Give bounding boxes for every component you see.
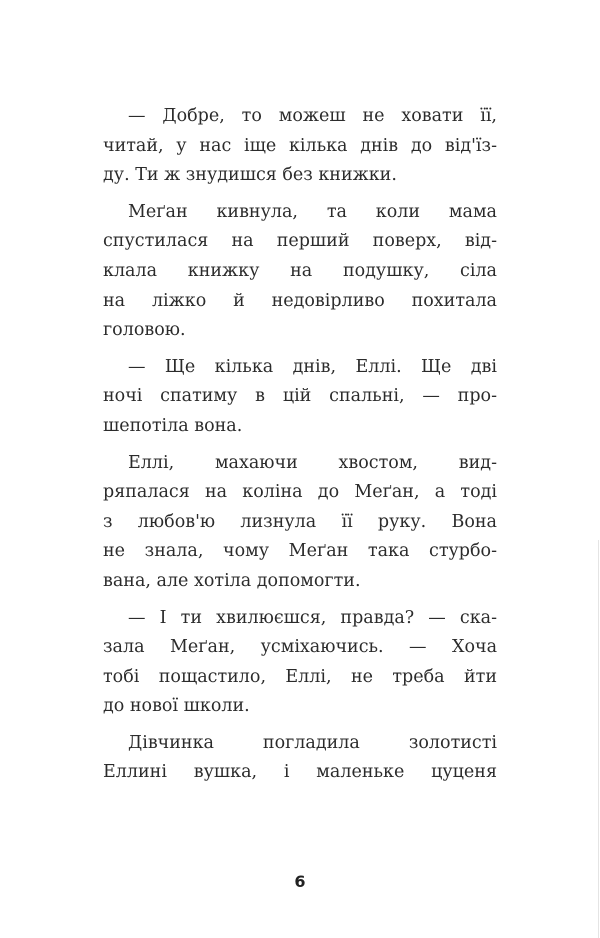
paragraph <box>103 604 497 722</box>
text-line: — Добре, то можеш не ховати її, <box>128 106 497 126</box>
text-line: до нової школи. <box>103 696 250 717</box>
text-line: шепотіла вона. <box>103 415 243 436</box>
text-line: вана, але хотіла допомогти. <box>103 570 361 591</box>
paragraph <box>103 353 497 442</box>
text-line: головою. <box>103 320 186 341</box>
text-line: клала книжку на подушку, сіла <box>103 260 497 281</box>
paragraph <box>103 102 497 191</box>
text-line: тобі пощастило, Еллі, не треба йти <box>103 666 497 687</box>
text-line: Меґан кивнула, та коли мама <box>128 201 497 222</box>
paragraph <box>103 729 497 788</box>
text-line: спустилася на перший поверх, від- <box>103 231 497 252</box>
text-line: ночі спатиму в цій спальні, — про- <box>103 386 497 407</box>
page-edge <box>598 540 599 938</box>
page-number: 6 <box>294 872 306 891</box>
text-line: на ліжко й недовірливо похитала <box>103 290 497 311</box>
text-line: з любов'ю лизнула її руку. Вона <box>103 511 497 532</box>
text-line: Еллі, махаючи хвостом, вид- <box>128 452 497 473</box>
text-line: читай, у нас іще кілька днів до від'їз- <box>103 135 497 156</box>
text-line: зала Меґан, усміхаючись. — Хоча <box>103 637 497 658</box>
body-text <box>103 102 497 795</box>
text-line: ду. Ти ж знудишся без книжки. <box>103 165 397 186</box>
text-line: — Ще кілька днів, Еллі. Ще дві <box>128 356 497 377</box>
paragraph <box>103 198 497 346</box>
text-line: не знала, чому Меґан така стурбо- <box>103 541 497 562</box>
text-line: Еллині вушка, і маленьке цуценя <box>103 762 497 783</box>
text-line: — І ти хвилюєшся, правда? — ска- <box>128 607 497 628</box>
paragraph <box>103 449 497 597</box>
text-line: Дівчинка погладила золотисті <box>128 732 497 753</box>
text-line: ряпалася на коліна до Меґан, а тоді <box>103 482 497 503</box>
